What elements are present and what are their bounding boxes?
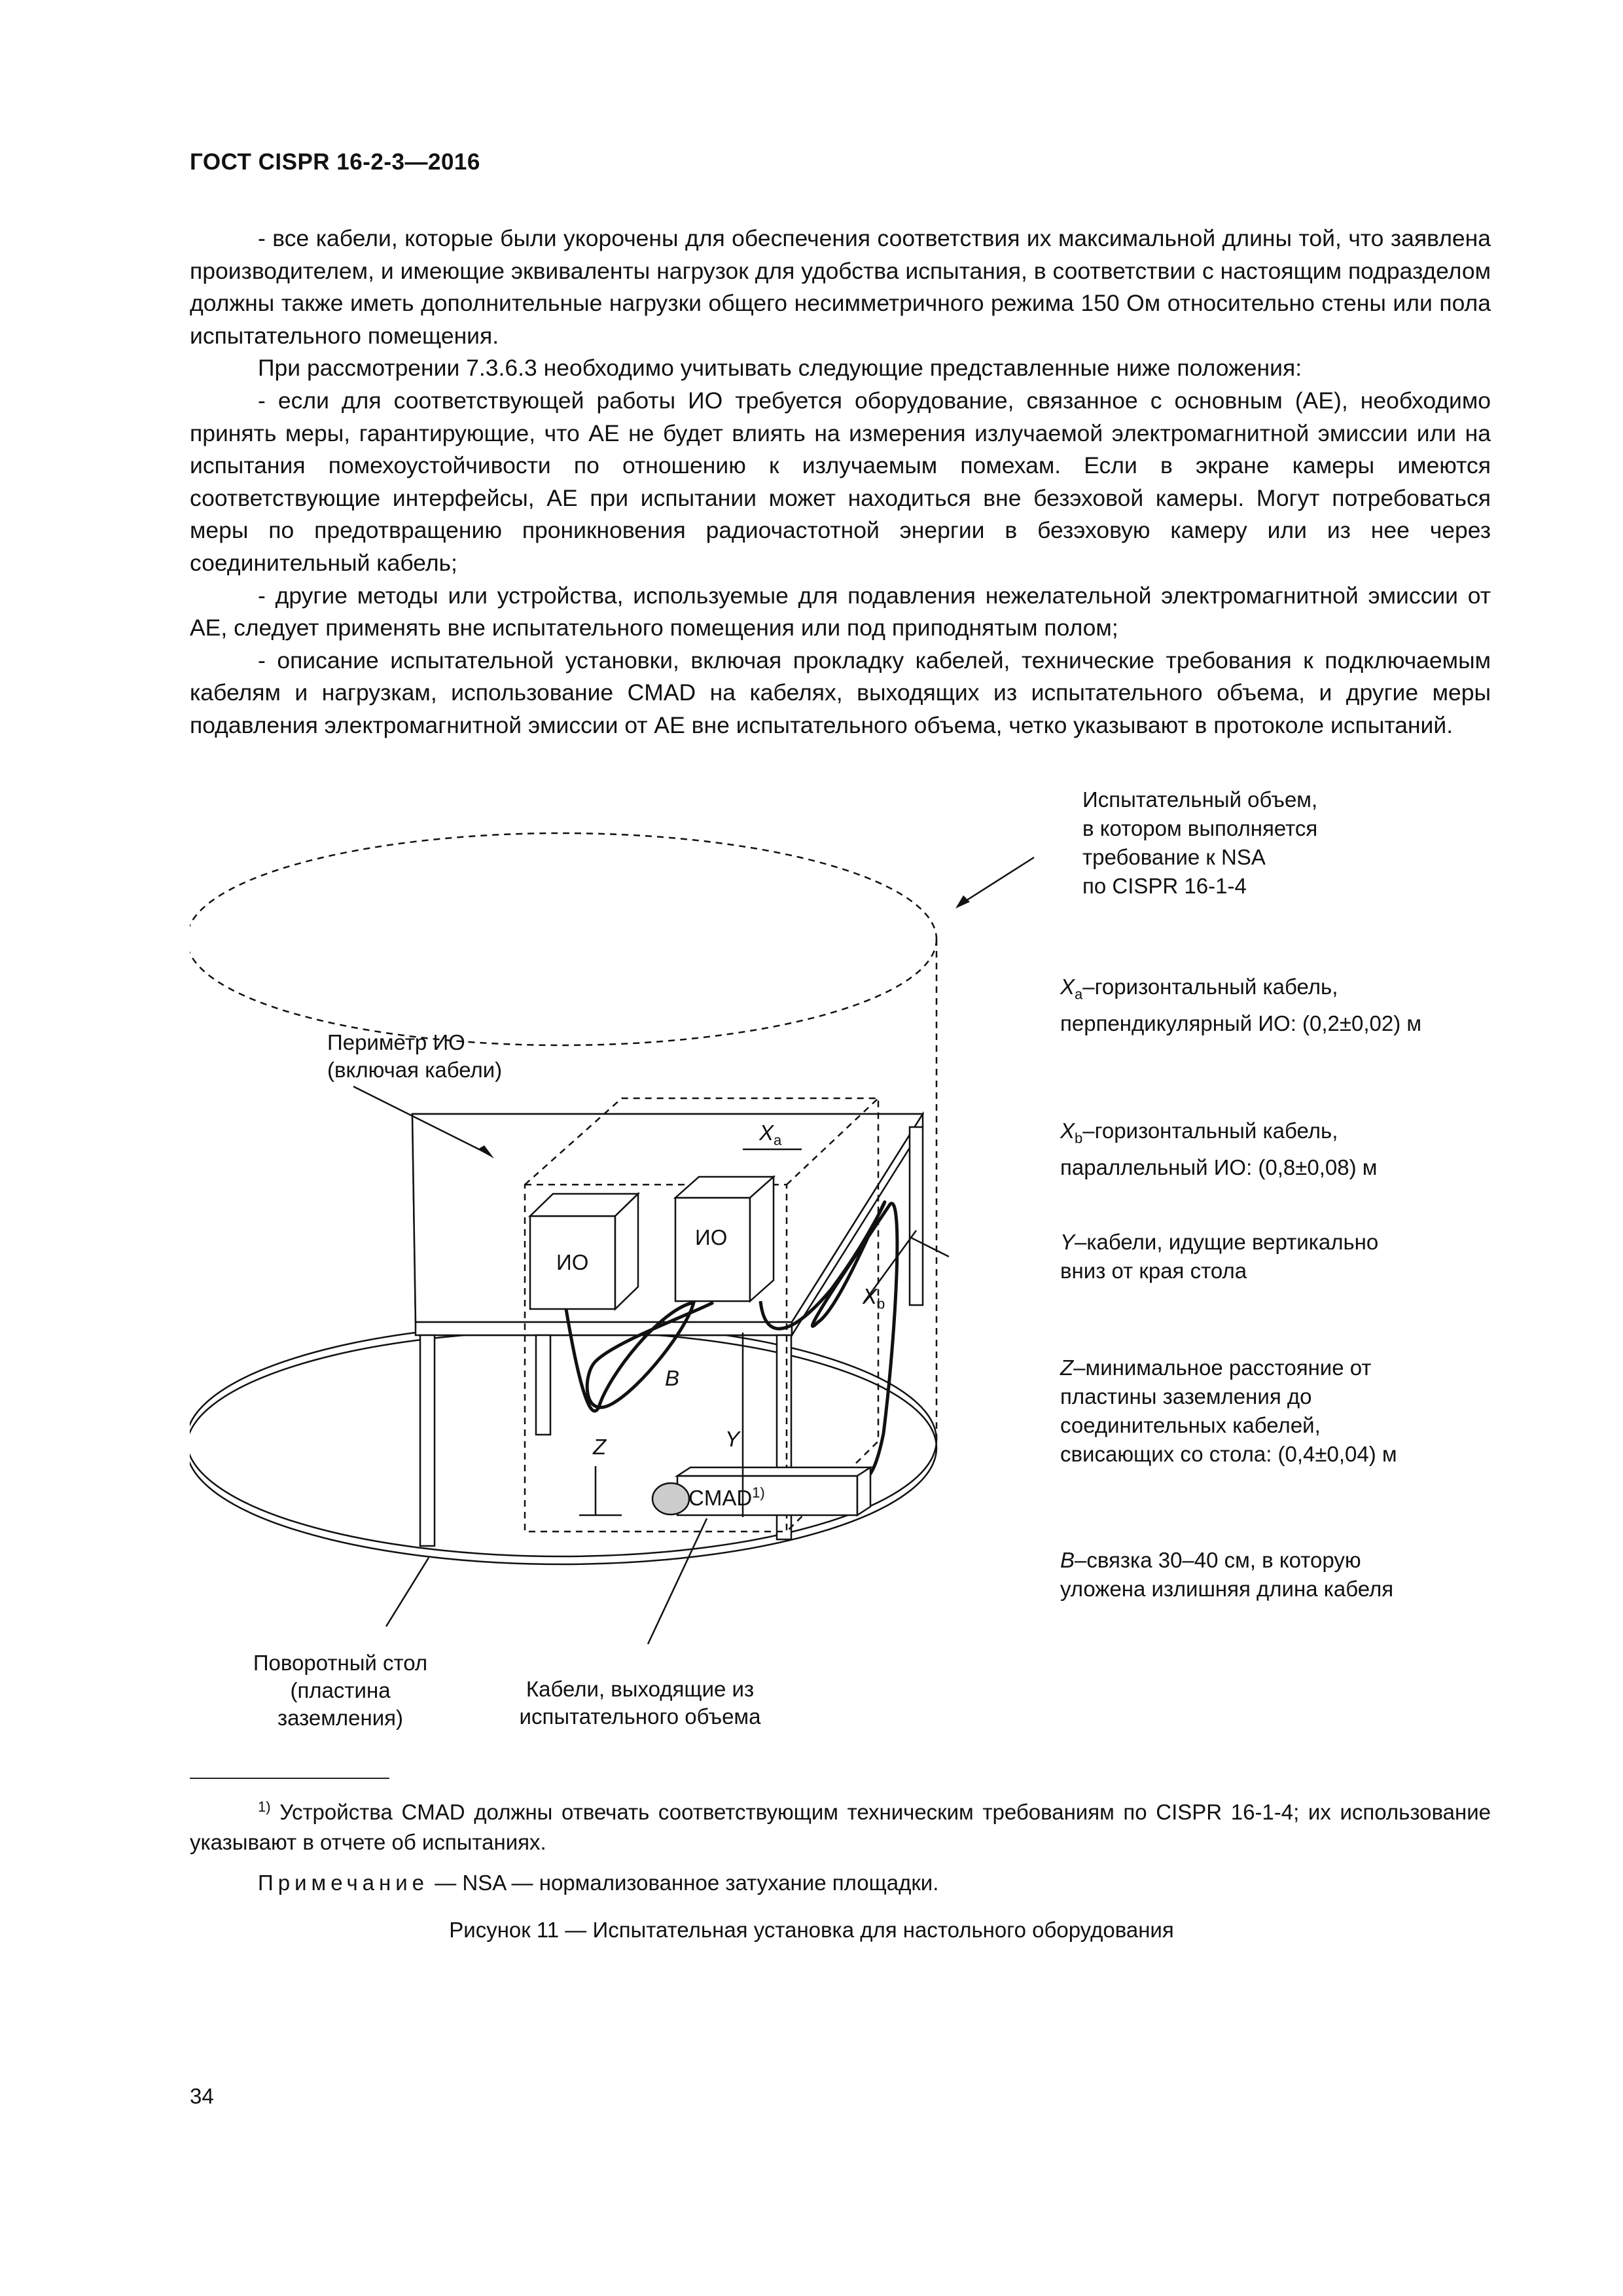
legend-xa: $X_a$–горизонтальный кабель, перпендикулярный ИО: (0,2±0,02) м bbox=[1060, 975, 1422, 1035]
paragraph: - описание испытательной установки, включая прокладку кабелей, технические требования к подключаемым кабелям и нагрузкам, использование CMAD на кабелях, выходящих из испытательного объема, и другие меры подавления электромагнитной эмиссии от АЕ вне испытательного объема, четко указывают в протоколе испытаний. bbox=[190, 647, 1491, 738]
test-volume-top bbox=[190, 833, 936, 1045]
rotary-table-label: Поворотный стол (пластина заземления) bbox=[253, 1651, 428, 1730]
body-text bbox=[190, 223, 1491, 742]
legend-z: Z–минимальное расстояние от пластины заземления до соединительных кабелей, свисающих со стола: (0,4±0,04) м bbox=[1060, 1355, 1397, 1466]
legend-b: B–связка 30–40 см, в которую уложена излишняя длина кабеля bbox=[1060, 1548, 1394, 1601]
paragraph: - другие методы или устройства, используемые для подавления нежелательной электромагнитной эмиссии от АЕ, следует применять вне испытательного помещения или под приподнятым полом; bbox=[190, 582, 1491, 641]
footnote: $^{1)}$ Устройства CMAD должны отвечать соответствующим техническим требованиям по CISPR 16-1-4; их использование указывают в отчете об испытаниях. bbox=[190, 1799, 1491, 1854]
paragraph: При рассмотрении 7.3.6.3 необходимо учитывать следующие представленные ниже положения: bbox=[258, 355, 1302, 382]
page-number: 34 bbox=[190, 2084, 214, 2108]
test-setup-figure bbox=[190, 785, 1492, 1754]
table-leg bbox=[420, 1335, 435, 1546]
perimeter-label: Периметр ИО (включая кабели) bbox=[327, 1030, 503, 1082]
paragraph: - все кабели, которые были укорочены для обеспечения соответствия их максимальной длины той, что заявлена производителем, и имеющие эквиваленты нагрузок для удобства испытания, в соответствии с настоящим подразделом должны также иметь дополнительные нагрузки общего несимметричного режима 150 Ом относительно стены или пола испытательного помещения. bbox=[190, 225, 1491, 349]
dim-z-label: Z bbox=[593, 1435, 607, 1459]
dim-xa-label: $X_a$ bbox=[759, 1121, 782, 1149]
dim-y-label: Y bbox=[725, 1427, 740, 1451]
turntable-plate bbox=[190, 1323, 936, 1556]
cables-exit-label: Кабели, выходящие из испытательного объема bbox=[519, 1677, 761, 1729]
dim-b-label: B bbox=[665, 1366, 680, 1390]
legend-y: Y–кабели, идущие вертикально вниз от края стола bbox=[1060, 1230, 1379, 1283]
document-header: ГОСТ CISPR 16-2-3—2016 bbox=[190, 149, 480, 175]
cmad-label: CMAD$^{1)}$ bbox=[688, 1484, 765, 1510]
footnote-rule bbox=[190, 1778, 389, 1779]
figure-caption: Рисунок 11 — Испытательная установка для настольного оборудования bbox=[449, 1918, 1174, 1942]
eut-label: ИО bbox=[556, 1250, 589, 1274]
test-volume-note: Испытательный объем, в котором выполняется требование к NSA по CISPR 16-1-4 bbox=[1082, 787, 1318, 898]
eut-label: ИО bbox=[695, 1225, 728, 1249]
note: Примечание — NSA — нормализованное затухание площадки. bbox=[258, 1871, 939, 1895]
paragraph: - если для соответствующей работы ИО требуется оборудование, связанное с основным (АЕ), необходимо принять меры, гарантирующие, что АЕ не будет влиять на измерения излучаемой электромагнитной эмиссии или на испытания помехоустойчивости по отношению к излучаемым помехам. Если в экране камеры имеются соответствующие интерфейсы, АЕ при испытании может находиться вне безэховой камеры. Могут потребоваться меры по предотвращению проникновения радиочастотной энергии в безэховую камеру или из нее через соединительный кабель; bbox=[190, 387, 1491, 576]
table-leg bbox=[910, 1127, 923, 1305]
dim-xb-label: $X_b$ bbox=[863, 1284, 885, 1312]
legend-xb: $X_b$–горизонтальный кабель, параллельный ИО: (0,8±0,08) м bbox=[1060, 1119, 1378, 1179]
